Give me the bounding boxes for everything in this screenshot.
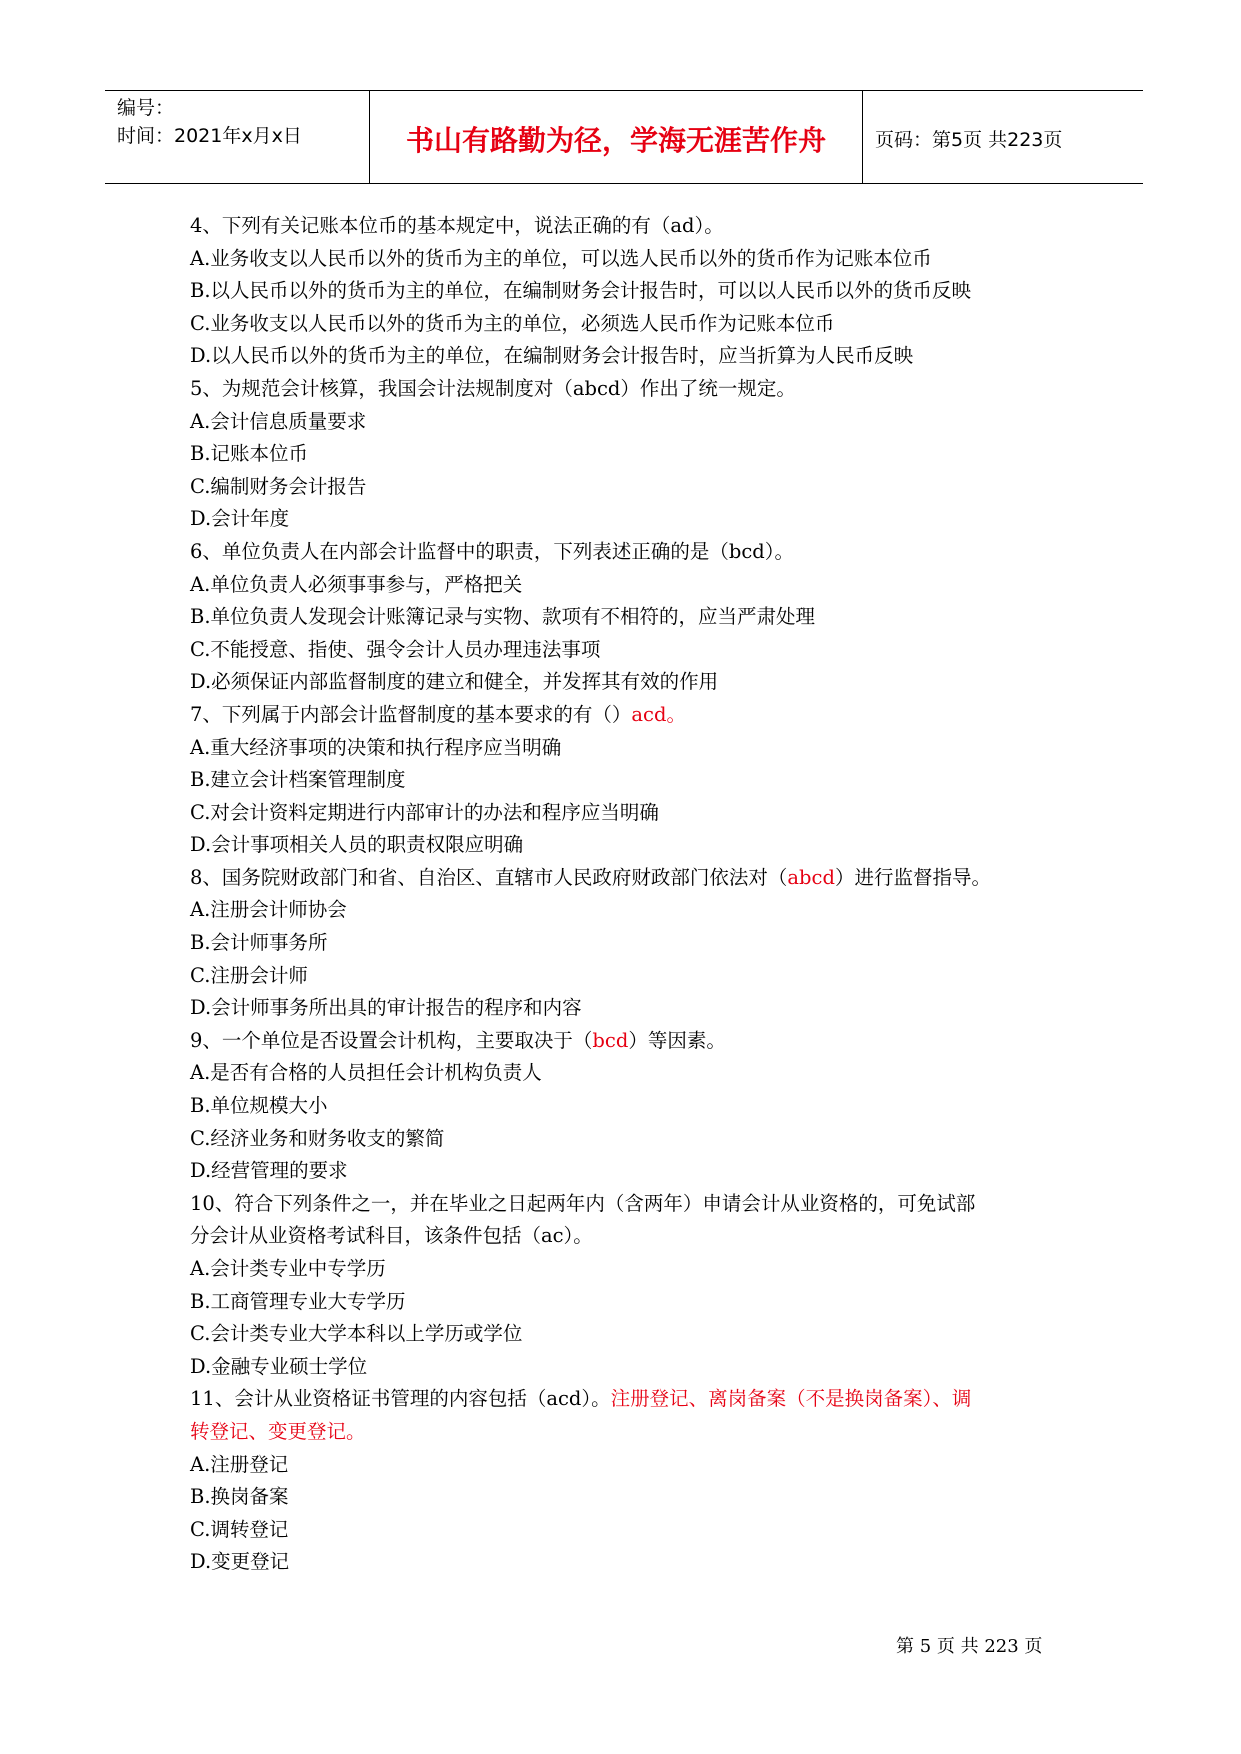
line-text: A.会计信息质量要求 (190, 409, 367, 433)
text-line (190, 1416, 1090, 1449)
line-text: A.是否有合格的人员担任会计机构负责人 (190, 1061, 542, 1085)
answer-highlight: abcd (787, 865, 835, 889)
header-meta-cell (105, 91, 370, 183)
text-line (190, 1220, 1090, 1253)
line-text: B.以人民币以外的货币为主的单位，在编制财务会计报告时，可以以人民币以外的货币反映 (190, 279, 972, 303)
text-line (190, 829, 1090, 862)
line-text: B.记账本位币 (190, 442, 309, 466)
text-line (190, 1514, 1090, 1547)
line-text: D.会计年度 (190, 507, 290, 531)
line-text: 分会计从业资格考试科目，该条件包括（ac）。 (190, 1224, 593, 1248)
line-text: C.注册会计师 (190, 963, 308, 987)
text-line (190, 1090, 1090, 1123)
line-text: B.单位规模大小 (190, 1094, 328, 1118)
text-line (190, 1318, 1090, 1351)
text-line (190, 1155, 1090, 1188)
line-text: D.会计师事务所出具的审计报告的程序和内容 (190, 996, 582, 1020)
line-text: D.会计事项相关人员的职责权限应明确 (190, 833, 524, 857)
answer-highlight: bcd (592, 1028, 629, 1052)
line-text: B.单位负责人发现会计账簿记录与实物、款项有不相符的，应当严肃处理 (190, 605, 816, 629)
line-text: D.金融专业硕士学位 (190, 1354, 368, 1378)
line-text: 4、下列有关记账本位币的基本规定中，说法正确的有（ad）。 (190, 214, 724, 237)
text-line (190, 1057, 1090, 1090)
line-text: A.重大经济事项的决策和执行程序应当明确 (190, 735, 562, 759)
line-text: D.变更登记 (190, 1550, 290, 1574)
text-line (190, 308, 1090, 341)
text-line (190, 438, 1090, 471)
line-text: 9、一个单位是否设置会计机构，主要取决于（ (190, 1028, 593, 1052)
text-line (190, 503, 1090, 536)
text-line (190, 1123, 1090, 1156)
line-text: 8、国务院财政部门和省、自治区、直辖市人民政府财政部门依法对（ (190, 865, 788, 889)
text-line (190, 601, 1090, 634)
header-page-cell (863, 91, 1143, 183)
header-table (105, 90, 1143, 184)
line-text: ）进行监督指导。 (834, 865, 991, 889)
line-text: B.换岗备案 (190, 1485, 289, 1509)
line-text: C.不能授意、指使、强令会计人员办理违法事项 (190, 637, 601, 661)
text-line (190, 1025, 1090, 1058)
line-text: 11、会计从业资格证书管理的内容包括（acd）。 (190, 1387, 611, 1411)
line-text: A.注册会计师协会 (190, 898, 347, 922)
text-line (190, 1188, 1090, 1221)
text-line (190, 373, 1090, 406)
text-line (190, 275, 1090, 308)
line-text: D.以人民币以外的货币为主的单位，在编制财务会计报告时，应当折算为人民币反映 (190, 344, 914, 368)
line-text: D.经营管理的要求 (190, 1159, 348, 1183)
line-text: C.业务收支以人民币以外的货币为主的单位，必须选人民币作为记账本位币 (190, 311, 835, 335)
text-line (190, 992, 1090, 1025)
line-text: 6、单位负责人在内部会计监督中的职责，下列表述正确的是（bcd）。 (190, 539, 795, 563)
number-label: 编号： (117, 97, 175, 119)
text-line (190, 210, 1090, 243)
text-line (190, 471, 1090, 504)
text-line (190, 1253, 1090, 1286)
text-line (190, 1383, 1090, 1416)
line-text: C.会计类专业大学本科以上学历或学位 (190, 1322, 523, 1346)
text-line (190, 927, 1090, 960)
text-line (190, 243, 1090, 276)
answer-highlight: 转登记、变更登记。 (190, 1419, 366, 1443)
text-line (190, 536, 1090, 569)
text-line (190, 1351, 1090, 1384)
text-line (190, 960, 1090, 993)
line-text: C.对会计资料定期进行内部审计的办法和程序应当明确 (190, 800, 659, 824)
line-text: B.工商管理专业大专学历 (190, 1289, 406, 1313)
line-text: 5、为规范会计核算，我国会计法规制度对（abcd）作出了统一规定。 (190, 376, 796, 400)
line-text: 7、下列属于内部会计监督制度的基本要求的有（） (190, 702, 632, 726)
text-line (190, 894, 1090, 927)
text-line (190, 862, 1090, 895)
line-text: A.会计类专业中专学历 (190, 1257, 386, 1280)
line-text: C.编制财务会计报告 (190, 474, 367, 498)
text-line (190, 1449, 1090, 1482)
header-motto-cell (370, 91, 863, 183)
line-text: C.经济业务和财务收支的繁简 (190, 1126, 445, 1150)
text-line (190, 569, 1090, 602)
line-text: A.注册登记 (190, 1452, 289, 1476)
motto-title: 书山有路勤为径，学海无涯苦作舟 (405, 124, 826, 157)
text-line (190, 699, 1090, 732)
text-line (190, 634, 1090, 667)
text-line (190, 406, 1090, 439)
footer-page-number: 第 5 页 共 223 页 (896, 1636, 1043, 1657)
line-text: A.单位负责人必须事事参与，严格把关 (190, 572, 523, 596)
line-text: D.必须保证内部监督制度的建立和健全，并发挥其有效的作用 (190, 670, 719, 694)
text-line (190, 732, 1090, 765)
text-line (190, 1286, 1090, 1319)
line-text: ）等因素。 (628, 1028, 726, 1052)
header-page-label: 页码：第5页 共223页 (875, 129, 1063, 151)
text-line (190, 666, 1090, 699)
line-text: C.调转登记 (190, 1517, 289, 1541)
line-text: B.会计师事务所 (190, 931, 328, 955)
text-line (190, 1546, 1090, 1579)
time-label: 时间：2021年x月x日 (117, 125, 302, 147)
text-line (190, 764, 1090, 797)
answer-highlight: acd。 (631, 702, 686, 726)
document-body (190, 210, 1090, 1579)
text-line (190, 340, 1090, 373)
line-text: B.建立会计档案管理制度 (190, 768, 406, 792)
line-text: A.业务收支以人民币以外的货币为主的单位，可以选人民币以外的货币作为记账本位币 (190, 246, 932, 270)
line-text: 10、符合下列条件之一，并在毕业之日起两年内（含两年）申请会计从业资格的，可免试部 (190, 1191, 976, 1215)
text-line (190, 1481, 1090, 1514)
text-line (190, 797, 1090, 830)
answer-highlight: 注册登记、离岗备案（不是换岗备案）、调 (610, 1387, 972, 1411)
